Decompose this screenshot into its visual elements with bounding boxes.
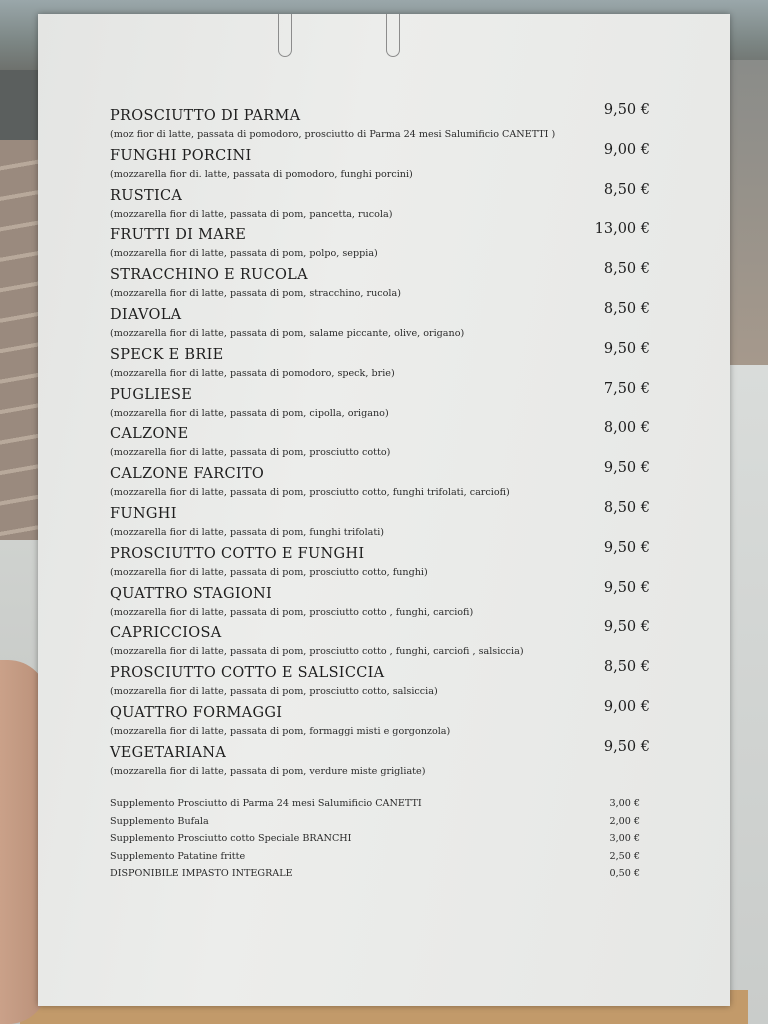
menu-item-description: (mozzarella fior di latte, passata di pom, prosciutto cotto, funghi) (110, 566, 428, 578)
menu-item (110, 698, 650, 745)
menu-item-name: VEGETARIANA (110, 744, 227, 761)
menu-item (110, 300, 650, 347)
menu-item-price: 9,50 € (603, 460, 650, 477)
pizza-list (110, 102, 650, 785)
menu-item-name: PROSCIUTTO COTTO E SALSICCIA (110, 665, 385, 682)
menu-item-price: 7,50 € (603, 380, 650, 397)
supplement-price: 2,50 € (609, 850, 640, 862)
menu-item-name: QUATTRO STAGIONI (110, 585, 273, 602)
supplement-row (110, 816, 640, 834)
menu-item (110, 738, 650, 785)
menu-item-description: (mozzarella fior di latte, passata di pom, prosciutto cotto , funghi, carciofi , salsiccia) (110, 646, 524, 658)
supplement-row (110, 833, 640, 851)
menu-item-price: 9,50 € (603, 102, 650, 118)
menu-item (110, 340, 650, 387)
menu-item-price: 9,50 € (603, 738, 650, 755)
menu-item (110, 539, 650, 586)
menu-item-description: (mozzarella fior di latte, passata di pom, formaggi misti e gorgonzola) (110, 725, 451, 737)
menu-item-price: 9,00 € (603, 698, 650, 715)
menu-item (110, 579, 650, 626)
menu-item-name: PROSCIUTTO COTTO E FUNGHI (110, 545, 365, 562)
menu-item-description: (mozzarella fior di latte, passata di pom, polpo, seppia) (110, 248, 378, 260)
menu-item (110, 181, 650, 228)
supplement-price: 3,00 € (609, 798, 640, 809)
menu-item-description: (mozzarella fior di latte, passata di pom, pancetta, rucola) (110, 208, 393, 220)
supplement-label: Supplemento Prosciutto cotto Speciale BRANCHI (110, 833, 352, 844)
menu-item (110, 499, 650, 546)
supplements-list (110, 798, 640, 886)
menu-item (110, 102, 650, 148)
menu-item-price: 9,50 € (603, 579, 650, 596)
supplement-price: 2,00 € (609, 815, 640, 827)
menu-item-name: PUGLIESE (110, 386, 193, 403)
supplement-row (110, 868, 640, 886)
supplement-price: 3,00 € (609, 833, 640, 844)
menu-item-name: STRACCHINO E RUCOLA (110, 267, 308, 284)
menu-item (110, 619, 650, 665)
menu-item-description: (mozzarella fior di latte, passata di pom, funghi trifolati) (110, 526, 385, 538)
menu-item-description: (mozzarella fior di latte, passata di pom, salame piccante, olive, origano) (110, 327, 465, 339)
menu-item-price: 9,50 € (603, 340, 650, 357)
menu-item (110, 141, 650, 188)
menu-item-description: (mozzarella fior di latte, passata di pom, prosciutto cotto, funghi trifolati, carciofi) (110, 487, 510, 499)
menu-item-price: 8,50 € (603, 659, 650, 676)
menu-item-description: (moz fior di latte, passata di pomodoro, prosciutto di Parma 24 mesi Salumificio CANETTI ) (110, 129, 556, 140)
menu-item-name: FUNGHI PORCINI (110, 147, 252, 164)
supplement-row (110, 851, 640, 869)
holder-clip (386, 14, 400, 57)
menu-item-name: DIAVOLA (110, 306, 182, 323)
menu-item-name: CAPRICCIOSA (110, 625, 222, 642)
menu-item-name: SPECK E BRIE (110, 346, 224, 363)
supplement-row (110, 798, 640, 816)
menu-item-name: FUNGHI (110, 505, 177, 522)
menu-item-name: CALZONE (110, 426, 189, 443)
menu-item-name: QUATTRO FORMAGGI (110, 704, 283, 721)
menu-item-price: 8,00 € (603, 420, 650, 437)
menu-item (110, 460, 650, 506)
menu-item-price: 8,50 € (603, 181, 650, 198)
menu-item-name: CALZONE FARCITO (110, 466, 265, 483)
menu-item-price: 8,50 € (603, 300, 650, 317)
menu-item-description: (mozzarella fior di latte, passata di pom, stracchino, rucola) (110, 288, 401, 300)
menu-item-name: FRUTTI DI MARE (110, 227, 247, 244)
menu-item-description: (mozzarella fior di latte, passata di pom, prosciutto cotto, salsiccia) (110, 686, 438, 698)
menu-item (110, 420, 650, 466)
menu-item-description: (mozzarella fior di. latte, passata di pomodoro, funghi porcini) (110, 168, 413, 180)
menu-item (110, 221, 650, 267)
menu-item-price: 9,50 € (603, 539, 650, 556)
tablecloth-right (725, 365, 768, 1024)
menu-item-name: PROSCIUTTO DI PARMA (110, 108, 301, 124)
menu-item-price: 8,50 € (603, 261, 650, 278)
menu-item-description: (mozzarella fior di latte, passata di pom, prosciutto cotto) (110, 447, 391, 459)
holder-clip (278, 14, 292, 57)
menu-item-price: 8,50 € (603, 499, 650, 516)
menu-item (110, 659, 650, 705)
menu-item (110, 261, 650, 307)
menu-item-price: 9,50 € (603, 619, 650, 636)
menu-item-price: 9,00 € (603, 141, 650, 158)
supplement-label: DISPONIBILE IMPASTO INTEGRALE (110, 868, 293, 879)
menu-item-description: (mozzarella fior di latte, passata di pom, prosciutto cotto , funghi, carciofi) (110, 606, 474, 618)
menu-item-description: (mozzarella fior di latte, passata di pom, verdure miste grigliate) (110, 765, 426, 777)
supplement-label: Supplemento Patatine fritte (110, 850, 246, 862)
menu-item (110, 380, 650, 427)
supplement-price: 0,50 € (609, 868, 640, 879)
menu-item-description: (mozzarella fior di latte, passata di pomodoro, speck, brie) (110, 367, 395, 379)
supplement-label: Supplemento Bufala (110, 815, 209, 827)
supplement-label: Supplemento Prosciutto di Parma 24 mesi Salumificio CANETTI (110, 798, 422, 809)
menu-item-price: 13,00 € (594, 221, 650, 238)
menu-item-description: (mozzarella fior di latte, passata di pom, cipolla, origano) (110, 407, 389, 419)
menu-card (38, 14, 730, 1006)
menu-item-name: RUSTICA (110, 187, 183, 204)
